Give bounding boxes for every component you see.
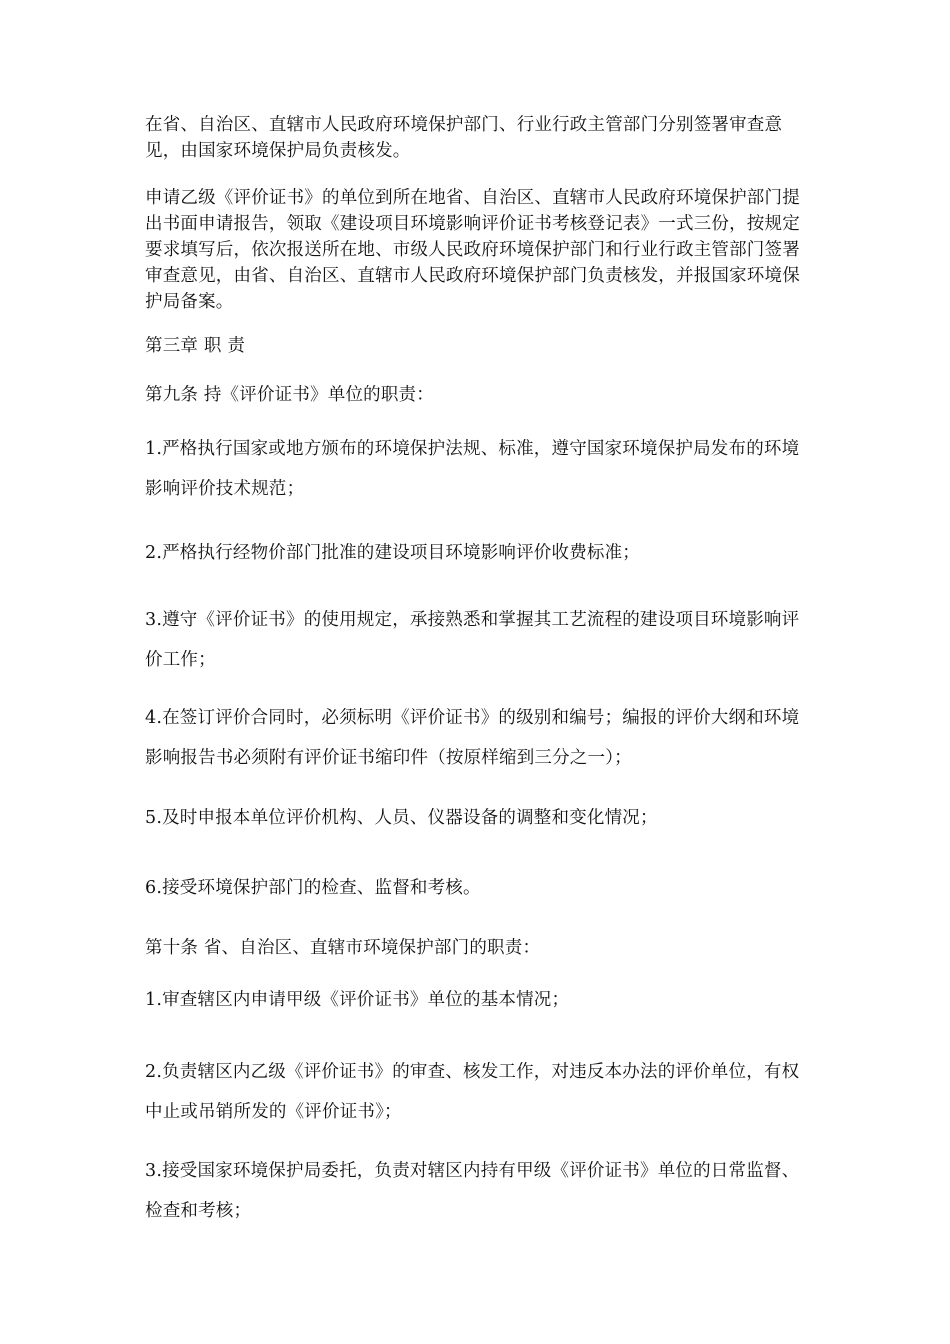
article-nine-item-1: 1.严格执行国家或地方颁布的环境保护法规、标准，遵守国家环境保护局发布的环境影响评价技术规范； [145,439,800,499]
article-ten-item-2: 2.负责辖区内乙级《评价证书》的审查、核发工作，对违反本办法的评价单位，有权中止或吊销所发的《评价证书》； [145,1062,800,1122]
article-nine-item-4: 4.在签订评价合同时，必须标明《评价证书》的级别和编号；编报的评价大纲和环境影响报告书必须附有评价证书缩印件（按原样缩到三分之一）； [145,708,800,768]
article-ten-heading: 第十条 省、自治区、直辖市环境保护部门的职责： [145,938,541,958]
paragraph-issuance-note: 在省、自治区、直辖市人民政府环境保护部门、行业行政主管部门分别签署审查意见，由国家环境保护局负责核发。 [145,115,783,161]
article-ten-item-3: 3.接受国家环境保护局委托，负责对辖区内持有甲级《评价证书》单位的日常监督、检查和考核； [145,1161,800,1221]
chapter-heading: 第三章 职 责 [145,336,246,356]
article-nine-heading: 第九条 持《评价证书》单位的职责： [145,385,434,405]
article-nine-item-2: 2.严格执行经物价部门批准的建设项目环境影响评价收费标准； [145,543,640,563]
article-nine-item-6: 6.接受环境保护部门的检查、监督和考核。 [145,878,481,898]
article-nine-item-5: 5.及时申报本单位评价机构、人员、仪器设备的调整和变化情况； [145,808,658,828]
article-nine-item-3: 3.遵守《评价证书》的使用规定，承接熟悉和掌握其工艺流程的建设项目环境影响评价工作； [145,610,800,670]
paragraph-class-b-application: 申请乙级《评价证书》的单位到所在地省、自治区、直辖市人民政府环境保护部门提出书面申请报告，领取《建设项目环境影响评价证书考核登记表》一式三份，按规定要求填写后，依次报送所在地、市级人民政府环境保护部门和行业行政主管部门签署审查意见，由省、自治区、直辖市人民政府环境保护部门负责核发，并报国家环境保护局备案。 [145,188,800,312]
article-ten-item-1: 1.审查辖区内申请甲级《评价证书》单位的基本情况； [145,990,570,1010]
